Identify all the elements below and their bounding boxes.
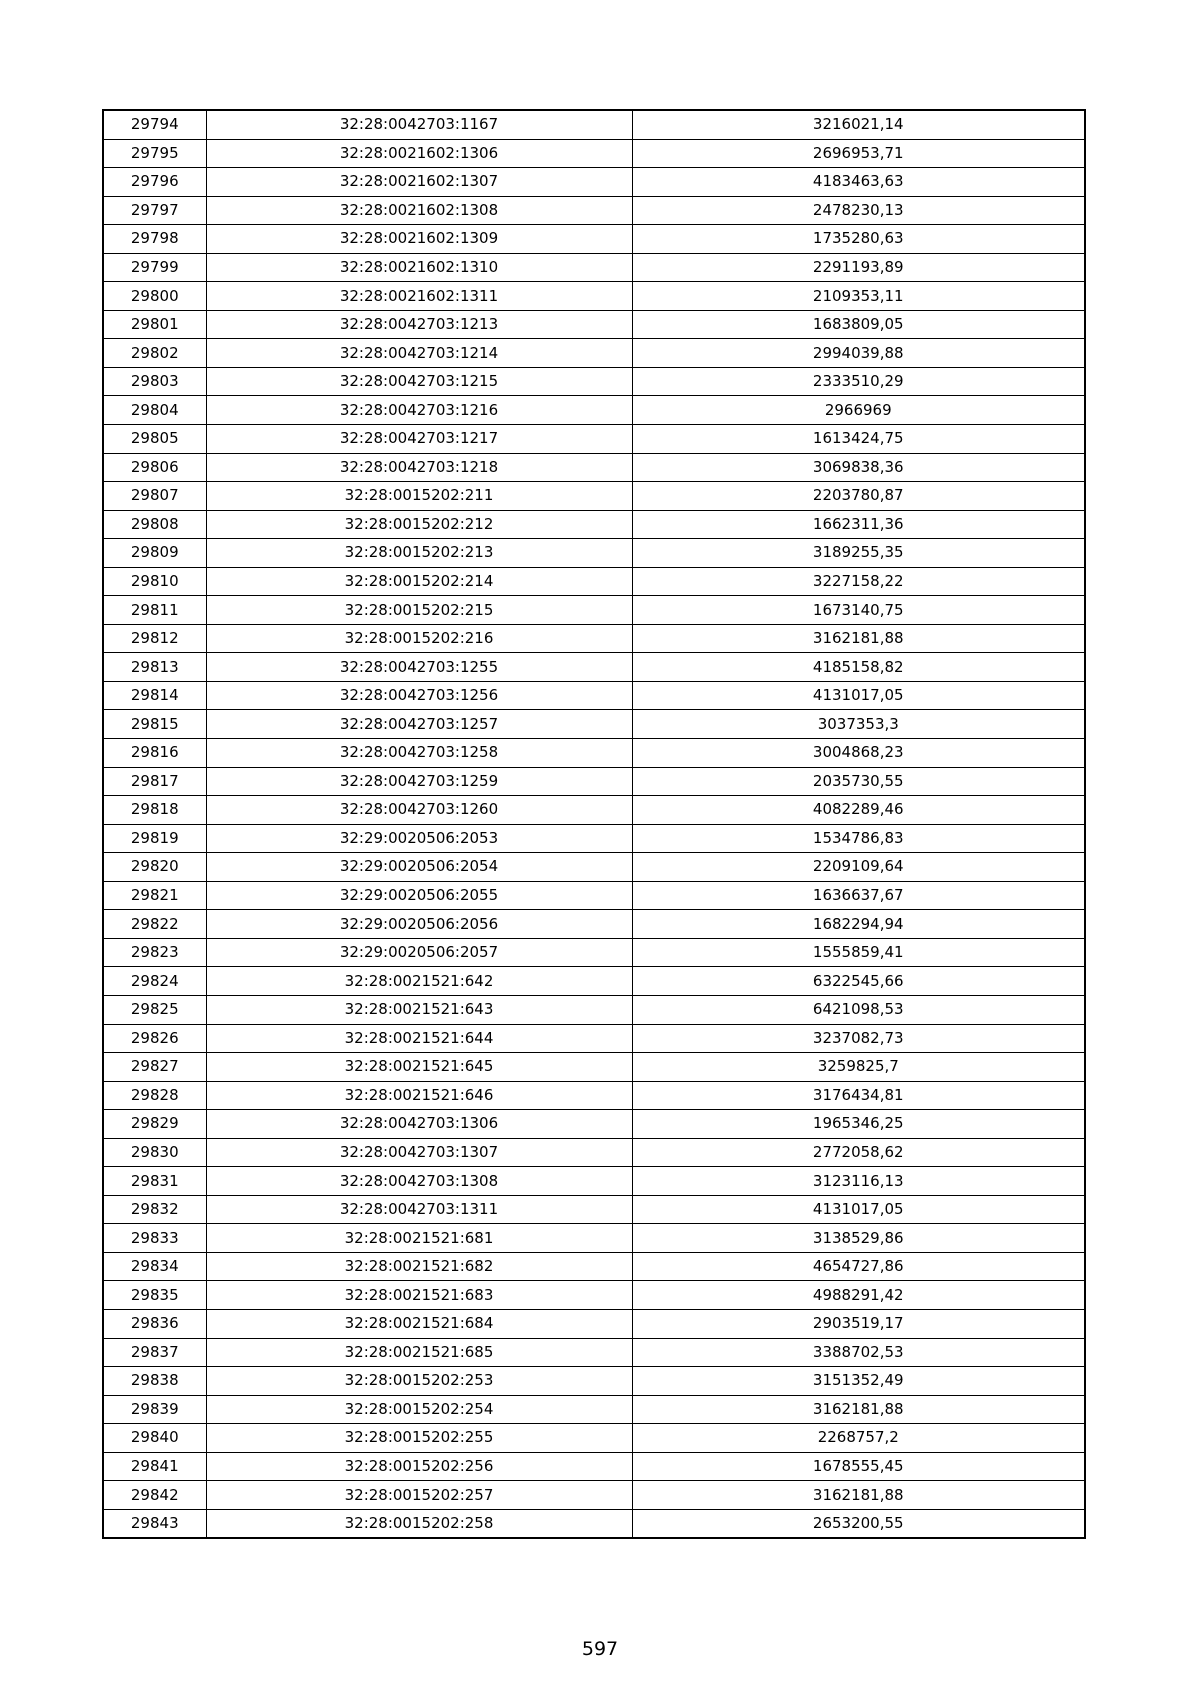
cadastral-number-cell: 32:28:0021602:1309: [206, 225, 632, 254]
cadastral-value-table: [102, 109, 1086, 1539]
cadastral-number-cell: 32:28:0042703:1255: [206, 653, 632, 682]
cadastral-number-cell: 32:28:0015202:216: [206, 624, 632, 653]
table-row: [103, 310, 1085, 339]
row-number-cell: 29815: [103, 710, 206, 739]
cadastral-value-cell: 3123116,13: [632, 1167, 1085, 1196]
cadastral-value-cell: 2478230,13: [632, 196, 1085, 225]
cadastral-value-cell: 2209109,64: [632, 853, 1085, 882]
cadastral-value-cell: 2333510,29: [632, 367, 1085, 396]
cadastral-number-cell: 32:28:0021602:1310: [206, 253, 632, 282]
cadastral-value-cell: 4185158,82: [632, 653, 1085, 682]
table-row: [103, 1224, 1085, 1253]
row-number-cell: 29811: [103, 596, 206, 625]
cadastral-value-cell: 3069838,36: [632, 453, 1085, 482]
cadastral-number-cell: 32:28:0021521:646: [206, 1081, 632, 1110]
row-number-cell: 29817: [103, 767, 206, 796]
table-row: [103, 396, 1085, 425]
cadastral-number-cell: 32:28:0015202:255: [206, 1424, 632, 1453]
row-number-cell: 29819: [103, 824, 206, 853]
cadastral-number-cell: 32:28:0015202:214: [206, 567, 632, 596]
cadastral-value-cell: 2653200,55: [632, 1509, 1085, 1538]
cadastral-number-cell: 32:28:0015202:253: [206, 1367, 632, 1396]
table-row: [103, 653, 1085, 682]
row-number-cell: 29842: [103, 1481, 206, 1510]
cadastral-value-cell: 1613424,75: [632, 425, 1085, 454]
row-number-cell: 29820: [103, 853, 206, 882]
row-number-cell: 29814: [103, 681, 206, 710]
cadastral-value-cell: 4183463,63: [632, 168, 1085, 197]
cadastral-value-cell: 2966969: [632, 396, 1085, 425]
row-number-cell: 29818: [103, 796, 206, 825]
row-number-cell: 29796: [103, 168, 206, 197]
cadastral-number-cell: 32:28:0021602:1306: [206, 139, 632, 168]
row-number-cell: 29829: [103, 1110, 206, 1139]
row-number-cell: 29806: [103, 453, 206, 482]
cadastral-value-cell: 2035730,55: [632, 767, 1085, 796]
cadastral-number-cell: 32:28:0021521:644: [206, 1024, 632, 1053]
row-number-cell: 29813: [103, 653, 206, 682]
table-row: [103, 824, 1085, 853]
cadastral-value-cell: 2696953,71: [632, 139, 1085, 168]
row-number-cell: 29807: [103, 482, 206, 511]
cadastral-value-cell: 4654727,86: [632, 1252, 1085, 1281]
table-row: [103, 1281, 1085, 1310]
cadastral-value-cell: 1636637,67: [632, 881, 1085, 910]
cadastral-value-cell: 3162181,88: [632, 1481, 1085, 1510]
row-number-cell: 29840: [103, 1424, 206, 1453]
cadastral-number-cell: 32:28:0021521:683: [206, 1281, 632, 1310]
cadastral-value-cell: 1534786,83: [632, 824, 1085, 853]
table-row: [103, 367, 1085, 396]
table-row: [103, 1395, 1085, 1424]
row-number-cell: 29834: [103, 1252, 206, 1281]
table-row: [103, 453, 1085, 482]
cadastral-number-cell: 32:28:0042703:1257: [206, 710, 632, 739]
cadastral-number-cell: 32:28:0042703:1167: [206, 110, 632, 139]
cadastral-number-cell: 32:28:0042703:1215: [206, 367, 632, 396]
cadastral-value-cell: 2903519,17: [632, 1309, 1085, 1338]
row-number-cell: 29810: [103, 567, 206, 596]
cadastral-number-cell: 32:28:0021521:681: [206, 1224, 632, 1253]
row-number-cell: 29822: [103, 910, 206, 939]
row-number-cell: 29841: [103, 1452, 206, 1481]
table-row: [103, 910, 1085, 939]
row-number-cell: 29797: [103, 196, 206, 225]
cadastral-number-cell: 32:28:0021521:684: [206, 1309, 632, 1338]
cadastral-number-cell: 32:29:0020506:2054: [206, 853, 632, 882]
cadastral-value-cell: 2268757,2: [632, 1424, 1085, 1453]
cadastral-value-cell: 4131017,05: [632, 681, 1085, 710]
cadastral-value-cell: 3162181,88: [632, 1395, 1085, 1424]
cadastral-number-cell: 32:28:0042703:1306: [206, 1110, 632, 1139]
table-row: [103, 1481, 1085, 1510]
cadastral-value-cell: 4082289,46: [632, 796, 1085, 825]
cadastral-value-cell: 3388702,53: [632, 1338, 1085, 1367]
row-number-cell: 29821: [103, 881, 206, 910]
cadastral-number-cell: 32:28:0042703:1256: [206, 681, 632, 710]
cadastral-number-cell: 32:28:0021521:643: [206, 995, 632, 1024]
table-row: [103, 1110, 1085, 1139]
cadastral-value-cell: 1735280,63: [632, 225, 1085, 254]
cadastral-number-cell: 32:28:0042703:1308: [206, 1167, 632, 1196]
cadastral-value-cell: 2109353,11: [632, 282, 1085, 311]
row-number-cell: 29823: [103, 938, 206, 967]
table-row: [103, 168, 1085, 197]
cadastral-number-cell: 32:28:0015202:215: [206, 596, 632, 625]
row-number-cell: 29801: [103, 310, 206, 339]
cadastral-value-cell: 1682294,94: [632, 910, 1085, 939]
table-row: [103, 282, 1085, 311]
cadastral-value-cell: 3176434,81: [632, 1081, 1085, 1110]
table-row: [103, 1024, 1085, 1053]
table-row: [103, 1338, 1085, 1367]
table-row: [103, 1167, 1085, 1196]
table-row: [103, 510, 1085, 539]
row-number-cell: 29843: [103, 1509, 206, 1538]
cadastral-value-cell: 1555859,41: [632, 938, 1085, 967]
cadastral-number-cell: 32:28:0042703:1213: [206, 310, 632, 339]
cadastral-number-cell: 32:28:0021602:1308: [206, 196, 632, 225]
row-number-cell: 29825: [103, 995, 206, 1024]
table-row: [103, 767, 1085, 796]
cadastral-value-cell: 3237082,73: [632, 1024, 1085, 1053]
table-row: [103, 681, 1085, 710]
cadastral-number-cell: 32:28:0042703:1259: [206, 767, 632, 796]
table-row: [103, 139, 1085, 168]
row-number-cell: 29803: [103, 367, 206, 396]
table-row: [103, 225, 1085, 254]
cadastral-number-cell: 32:28:0021521:682: [206, 1252, 632, 1281]
table-row: [103, 196, 1085, 225]
table-row: [103, 710, 1085, 739]
table-row: [103, 1081, 1085, 1110]
table-row: [103, 1424, 1085, 1453]
cadastral-value-cell: 6421098,53: [632, 995, 1085, 1024]
row-number-cell: 29812: [103, 624, 206, 653]
row-number-cell: 29802: [103, 339, 206, 368]
table-row: [103, 796, 1085, 825]
table-row: [103, 539, 1085, 568]
row-number-cell: 29830: [103, 1138, 206, 1167]
table-row: [103, 938, 1085, 967]
cadastral-value-cell: 3151352,49: [632, 1367, 1085, 1396]
cadastral-value-cell: 1678555,45: [632, 1452, 1085, 1481]
row-number-cell: 29804: [103, 396, 206, 425]
cadastral-value-cell: 1965346,25: [632, 1110, 1085, 1139]
cadastral-number-cell: 32:28:0015202:258: [206, 1509, 632, 1538]
cadastral-number-cell: 32:28:0015202:257: [206, 1481, 632, 1510]
cadastral-value-cell: 2772058,62: [632, 1138, 1085, 1167]
cadastral-number-cell: 32:28:0042703:1258: [206, 739, 632, 768]
cadastral-value-cell: 3189255,35: [632, 539, 1085, 568]
table-row: [103, 1509, 1085, 1538]
row-number-cell: 29826: [103, 1024, 206, 1053]
table-row: [103, 1195, 1085, 1224]
cadastral-number-cell: 32:29:0020506:2053: [206, 824, 632, 853]
row-number-cell: 29794: [103, 110, 206, 139]
cadastral-value-cell: 3037353,3: [632, 710, 1085, 739]
row-number-cell: 29808: [103, 510, 206, 539]
cadastral-number-cell: 32:29:0020506:2056: [206, 910, 632, 939]
cadastral-value-cell: 1662311,36: [632, 510, 1085, 539]
cadastral-number-cell: 32:28:0042703:1311: [206, 1195, 632, 1224]
table-row: [103, 110, 1085, 139]
row-number-cell: 29837: [103, 1338, 206, 1367]
table-row: [103, 881, 1085, 910]
table-row: [103, 339, 1085, 368]
table-row: [103, 425, 1085, 454]
cadastral-number-cell: 32:28:0042703:1218: [206, 453, 632, 482]
table-row: [103, 596, 1085, 625]
table-row: [103, 253, 1085, 282]
cadastral-number-cell: 32:28:0042703:1260: [206, 796, 632, 825]
cadastral-number-cell: 32:28:0042703:1217: [206, 425, 632, 454]
cadastral-number-cell: 32:28:0015202:256: [206, 1452, 632, 1481]
row-number-cell: 29795: [103, 139, 206, 168]
row-number-cell: 29832: [103, 1195, 206, 1224]
cadastral-number-cell: 32:28:0021521:685: [206, 1338, 632, 1367]
table-row: [103, 1309, 1085, 1338]
table-row: [103, 624, 1085, 653]
cadastral-number-cell: 32:28:0015202:212: [206, 510, 632, 539]
cadastral-value-cell: 4131017,05: [632, 1195, 1085, 1224]
table-row: [103, 482, 1085, 511]
cadastral-value-cell: 2994039,88: [632, 339, 1085, 368]
cadastral-number-cell: 32:28:0021602:1311: [206, 282, 632, 311]
cadastral-value-cell: 1683809,05: [632, 310, 1085, 339]
cadastral-value-cell: 6322545,66: [632, 967, 1085, 996]
table-row: [103, 995, 1085, 1024]
cadastral-value-cell: 3259825,7: [632, 1053, 1085, 1082]
row-number-cell: 29827: [103, 1053, 206, 1082]
row-number-cell: 29800: [103, 282, 206, 311]
table-row: [103, 1138, 1085, 1167]
cadastral-value-cell: 4988291,42: [632, 1281, 1085, 1310]
table-row: [103, 1452, 1085, 1481]
cadastral-value-cell: 3216021,14: [632, 110, 1085, 139]
row-number-cell: 29831: [103, 1167, 206, 1196]
page-number: 597: [581, 1638, 619, 1660]
row-number-cell: 29805: [103, 425, 206, 454]
cadastral-number-cell: 32:28:0021602:1307: [206, 168, 632, 197]
table-row: [103, 1053, 1085, 1082]
table-row: [103, 853, 1085, 882]
row-number-cell: 29799: [103, 253, 206, 282]
table-row: [103, 1367, 1085, 1396]
row-number-cell: 29816: [103, 739, 206, 768]
row-number-cell: 29824: [103, 967, 206, 996]
cadastral-value-cell: 1673140,75: [632, 596, 1085, 625]
cadastral-value-cell: 3162181,88: [632, 624, 1085, 653]
cadastral-number-cell: 32:28:0042703:1216: [206, 396, 632, 425]
row-number-cell: 29809: [103, 539, 206, 568]
cadastral-number-cell: 32:28:0042703:1214: [206, 339, 632, 368]
cadastral-value-cell: 3138529,86: [632, 1224, 1085, 1253]
row-number-cell: 29833: [103, 1224, 206, 1253]
table-row: [103, 739, 1085, 768]
cadastral-value-cell: 2203780,87: [632, 482, 1085, 511]
table-row: [103, 567, 1085, 596]
cadastral-number-cell: 32:28:0015202:211: [206, 482, 632, 511]
row-number-cell: 29835: [103, 1281, 206, 1310]
row-number-cell: 29828: [103, 1081, 206, 1110]
cadastral-value-cell: 3227158,22: [632, 567, 1085, 596]
cadastral-number-cell: 32:29:0020506:2055: [206, 881, 632, 910]
cadastral-value-cell: 3004868,23: [632, 739, 1085, 768]
table-body: [103, 110, 1085, 1538]
row-number-cell: 29798: [103, 225, 206, 254]
table-row: [103, 967, 1085, 996]
cadastral-number-cell: 32:28:0015202:213: [206, 539, 632, 568]
cadastral-number-cell: 32:29:0020506:2057: [206, 938, 632, 967]
row-number-cell: 29839: [103, 1395, 206, 1424]
cadastral-number-cell: 32:28:0021521:642: [206, 967, 632, 996]
row-number-cell: 29836: [103, 1309, 206, 1338]
row-number-cell: 29838: [103, 1367, 206, 1396]
cadastral-number-cell: 32:28:0021521:645: [206, 1053, 632, 1082]
table-row: [103, 1252, 1085, 1281]
cadastral-number-cell: 32:28:0015202:254: [206, 1395, 632, 1424]
cadastral-number-cell: 32:28:0042703:1307: [206, 1138, 632, 1167]
cadastral-value-cell: 2291193,89: [632, 253, 1085, 282]
